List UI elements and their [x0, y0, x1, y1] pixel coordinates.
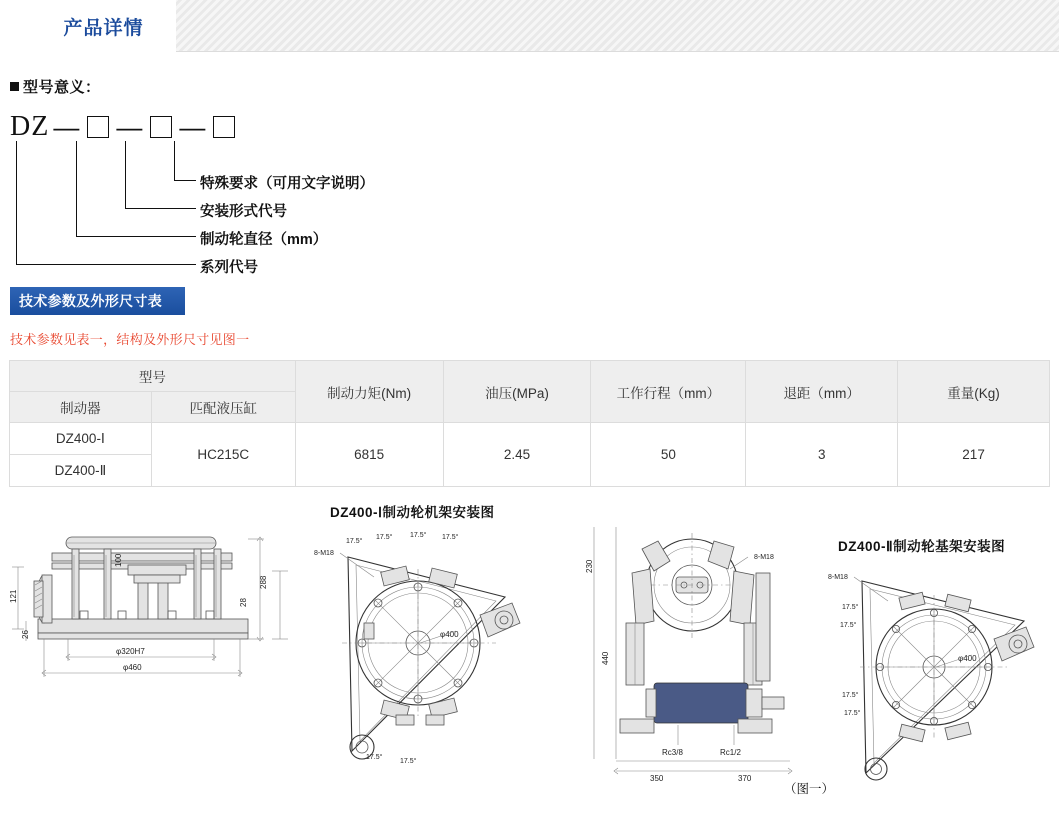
dim-angle-3: 17.5°: [410, 532, 427, 539]
th-group-model: 型号: [10, 361, 296, 392]
cell-stroke: 50: [591, 423, 746, 487]
dim-8-M18-right: 8-M18: [828, 574, 848, 581]
legend-label-2: 安装形式代号: [200, 204, 287, 220]
dim-288: 288: [259, 575, 268, 589]
cell-weight: 217: [898, 423, 1050, 487]
drawing-title-middle: DZ400-Ⅰ制动轮机架安装图: [330, 505, 495, 520]
spec-table: [9, 360, 1050, 487]
dim-26: 26: [21, 630, 30, 639]
dim-121: 121: [9, 589, 18, 603]
dim-100: 100: [114, 553, 123, 567]
dim-370: 370: [738, 774, 752, 783]
tab-product-detail-label: 产品详情: [63, 17, 144, 39]
dim-angle-r1: 17.5°: [842, 604, 859, 611]
legend-label-1: 特殊要求（可用文字说明）: [200, 176, 374, 192]
cell-brake-2: DZ400-Ⅱ: [10, 455, 152, 487]
dim-440: 440: [601, 651, 610, 665]
figure-caption: （图一）: [784, 782, 835, 796]
cell-brake-1: DZ400-Ⅰ: [10, 423, 152, 455]
drawing-dz400-1-frame: [300, 519, 550, 779]
model-code-box-2: [150, 116, 172, 138]
dim-angle-2: 17.5°: [376, 534, 393, 541]
drawing-dz400-2-frame: [818, 551, 1054, 781]
dim-angle-4: 17.5°: [442, 534, 459, 541]
drawing-dz400-front-view: [558, 513, 818, 783]
table-header-row-1: [10, 361, 1050, 392]
dim-8-M18: 8-M18: [314, 550, 334, 557]
th-retreat: 退距（mm）: [746, 361, 898, 423]
drawing-title-right: DZ400-Ⅱ制动轮基架安装图: [838, 539, 1006, 554]
model-code-row: [10, 111, 238, 143]
dim-angle-r3: 17.5°: [842, 692, 859, 699]
dim-angle-5: 17.5°: [366, 754, 383, 761]
model-code-prefix: DZ: [10, 111, 50, 142]
dim-230: 230: [585, 559, 594, 573]
spec-note: 技术参数见表一，结构及外形尺寸见图一: [10, 332, 250, 347]
tab-bar-left-pad: [0, 0, 31, 52]
dim-28: 28: [239, 598, 248, 607]
dim-350: 350: [650, 774, 664, 783]
model-code-diagram: [0, 111, 1059, 281]
legend-label-3: 制动轮直径（mm）: [200, 232, 328, 248]
tab-bar: [0, 0, 1059, 52]
model-code-dash: —: [53, 111, 81, 142]
dim-angle-6: 17.5°: [400, 758, 417, 765]
dim-Rc12: Rc1/2: [720, 748, 741, 757]
dim-320H7: φ320H7: [116, 647, 145, 656]
dim-Rc38: Rc3/8: [662, 748, 683, 757]
model-code-box-1: [87, 116, 109, 138]
dim-phi400: φ400: [440, 630, 459, 639]
leader-line-4: [16, 141, 196, 265]
cell-torque: 6815: [295, 423, 443, 487]
drawing-left-assembly: [8, 511, 308, 701]
model-code-dash-3: —: [179, 111, 207, 142]
model-code-box-3: [213, 116, 235, 138]
th-weight: 重量(Kg): [898, 361, 1050, 423]
spec-table-head: [10, 361, 1050, 423]
spec-table-body: [10, 423, 1050, 487]
drawings-area: [0, 493, 1059, 805]
dim-angle-r2: 17.5°: [840, 622, 857, 629]
spec-section-bar: [10, 287, 185, 315]
dim-angle-1: 17.5°: [346, 538, 363, 545]
dim-460: φ460: [123, 663, 142, 672]
th-pressure: 油压(MPa): [443, 361, 591, 423]
dim-angle-r4: 17.5°: [844, 710, 861, 717]
cell-cylinder: HC215C: [151, 423, 295, 487]
th-cylinder: 匹配液压缸: [151, 392, 295, 423]
legend-label-4: 系列代号: [200, 260, 258, 276]
th-brake: 制动器: [10, 392, 152, 423]
dim-8-M18-center: 8-M18: [754, 554, 774, 561]
th-torque: 制动力矩(Nm): [295, 361, 443, 423]
dim-phi400-right: φ400: [958, 654, 977, 663]
table-row: [10, 423, 1050, 455]
model-code-dash-2: —: [116, 111, 144, 142]
cell-retreat: 3: [746, 423, 898, 487]
th-stroke: 工作行程（mm）: [591, 361, 746, 423]
cell-pressure: 2.45: [443, 423, 591, 487]
model-meaning-heading-label: 型号意义：: [23, 79, 101, 96]
model-meaning-heading: [10, 76, 1059, 97]
tab-product-detail[interactable]: [31, 0, 176, 52]
bullet-square-icon: [10, 82, 19, 91]
spec-section-bar-label: 技术参数及外形尺寸表: [19, 293, 162, 309]
